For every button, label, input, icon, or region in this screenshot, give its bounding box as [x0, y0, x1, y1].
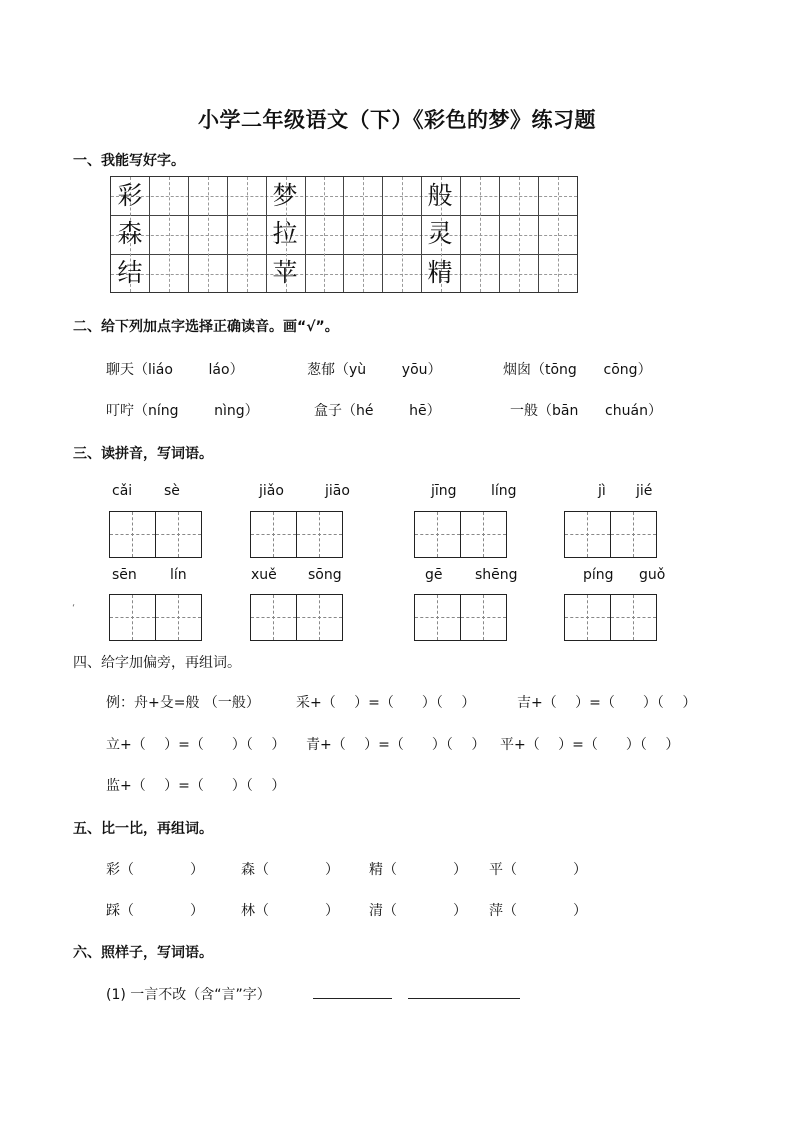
answer-blank[interactable] — [408, 998, 520, 999]
pinyin-label: sōng — [308, 567, 342, 583]
pinyin-choice-item: 叮咛（níng nìng） — [106, 403, 259, 419]
writing-box[interactable] — [564, 511, 611, 558]
radical-item: 平+（ ）=（ ）（ ） — [500, 737, 680, 753]
section-5-heading: 五、比一比，再组词。 — [73, 821, 213, 837]
pinyin-label: píng — [583, 567, 614, 583]
pinyin-label: jīng — [431, 483, 457, 499]
model-character: 般 — [427, 181, 453, 210]
pinyin-label: sēn — [112, 567, 137, 583]
section-1-heading: 一、我能写好字。 — [73, 153, 185, 169]
pinyin-choice-item: 葱郁（yù yōu） — [307, 362, 442, 378]
compare-item: 清（ ） — [369, 903, 467, 919]
writing-box[interactable] — [155, 594, 202, 641]
radical-item: 采+（ ）=（ ）（ ） — [296, 695, 476, 711]
section-2-heading: 二、给下列加点字选择正确读音。画“√”。 — [73, 319, 339, 335]
pinyin-label: jiāo — [325, 483, 350, 499]
section-4-heading: 四、给字加偏旁，再组词。 — [73, 655, 241, 671]
radical-item: 监+（ ）=（ ）（ ） — [106, 778, 286, 794]
writing-box[interactable] — [564, 594, 611, 641]
model-character: 梦 — [272, 181, 298, 210]
writing-box[interactable] — [460, 511, 507, 558]
writing-box[interactable] — [155, 511, 202, 558]
idiom-item: (1) 一言不改（含“言”字） — [106, 987, 271, 1003]
model-character: 精 — [427, 258, 453, 287]
writing-box[interactable] — [109, 594, 156, 641]
pinyin-label: líng — [491, 483, 517, 499]
section-3-heading: 三、读拼音，写词语。 — [73, 446, 213, 462]
compare-item: 林（ ） — [241, 903, 339, 919]
pinyin-label: jié — [636, 483, 653, 499]
model-character: 拉 — [272, 219, 298, 248]
pinyin-label: cǎi — [112, 483, 133, 499]
compare-item: 精（ ） — [369, 862, 467, 878]
model-character: 苹 — [272, 258, 298, 287]
pinyin-choice-item: 盒子（hé hē） — [314, 403, 441, 419]
page-title: 小学二年级语文（下）《彩色的梦》练习题 — [198, 108, 596, 132]
answer-blank[interactable] — [313, 998, 392, 999]
writing-box[interactable] — [109, 511, 156, 558]
pinyin-label: guǒ — [639, 567, 666, 583]
pinyin-choice-item: 烟囱（tōng cōng） — [503, 362, 652, 378]
radical-example: 例：舟+殳=般 （一般） — [106, 695, 260, 711]
compare-item: 平（ ） — [489, 862, 587, 878]
pinyin-label: gē — [425, 567, 443, 583]
section-6-heading: 六、照样子，写词语。 — [73, 945, 213, 961]
compare-item: 踩（ ） — [106, 903, 204, 919]
writing-box[interactable] — [296, 511, 343, 558]
radical-item: 吉+（ ）=（ ）（ ） — [517, 695, 697, 711]
pinyin-label: xuě — [251, 567, 277, 583]
character-writing-grid — [110, 176, 578, 293]
writing-box[interactable] — [460, 594, 507, 641]
model-character: 灵 — [427, 219, 453, 248]
pinyin-label: jiǎo — [259, 483, 284, 499]
pinyin-label: lín — [170, 567, 187, 583]
pinyin-choice-item: 一般（bān chuán） — [510, 403, 662, 419]
compare-item: 萍（ ） — [489, 903, 587, 919]
writing-box[interactable] — [610, 594, 657, 641]
writing-box[interactable] — [414, 594, 461, 641]
stray-mark: ‘ — [72, 603, 76, 614]
compare-item: 彩（ ） — [106, 862, 204, 878]
radical-item: 立+（ ）=（ ）（ ） — [106, 737, 286, 753]
model-character: 彩 — [117, 181, 143, 210]
writing-box[interactable] — [296, 594, 343, 641]
pinyin-label: shēng — [475, 567, 518, 583]
pinyin-label: sè — [164, 483, 180, 499]
writing-box[interactable] — [610, 511, 657, 558]
radical-item: 青+（ ）=（ ）（ ） — [306, 737, 486, 753]
model-character: 结 — [117, 258, 143, 287]
model-character: 森 — [117, 219, 143, 248]
writing-box[interactable] — [250, 511, 297, 558]
pinyin-choice-item: 聊天（liáo láo） — [106, 362, 244, 378]
pinyin-label: jì — [598, 483, 606, 499]
writing-box[interactable] — [250, 594, 297, 641]
writing-box[interactable] — [414, 511, 461, 558]
compare-item: 森（ ） — [241, 862, 339, 878]
